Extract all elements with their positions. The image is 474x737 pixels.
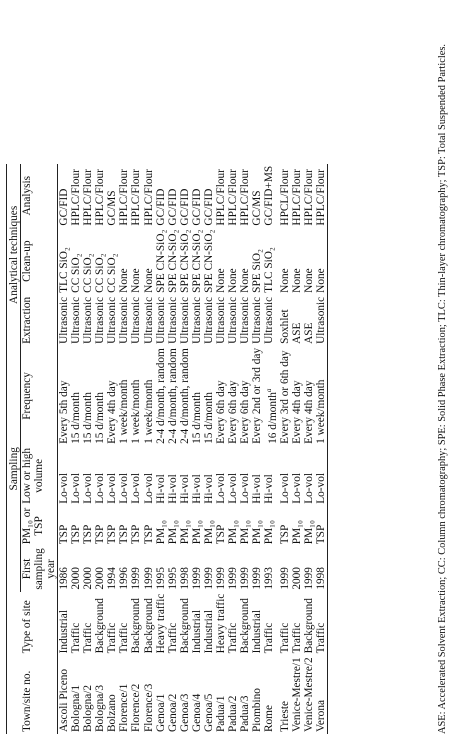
- cell-analysis: GC/FID: [202, 188, 215, 226]
- cell-extraction: Ultrasonic: [106, 296, 119, 344]
- cell-year: 1993: [262, 567, 275, 590]
- cell-volume: Hi-vol: [202, 474, 215, 504]
- cell-volume: Hi-vol: [250, 474, 263, 504]
- cell-volume: Hi-vol: [166, 474, 179, 504]
- cell-extraction: Ultrasonic: [250, 296, 263, 344]
- cell-cleanup: TLC SiO₂: [262, 247, 275, 293]
- cell-site: Genoa/3: [178, 693, 191, 732]
- cell-cleanup: SPE CN-SiO₂: [202, 229, 215, 293]
- table-footnote: ASE: Accelerated Solvent Extraction; CC: Column chromatography; SPE: Solid Phase Extraction; TLC: Thin-layer chromatography; TSP: Total Suspended Particles.: [437, 44, 448, 734]
- cell-pm: TSP: [94, 524, 107, 545]
- cell-site: Piombino: [250, 688, 263, 732]
- cell-frequency: Every 3rd or 6th day: [278, 350, 291, 444]
- cell-cleanup: CC SiO₂: [70, 253, 83, 293]
- cell-analysis: HPLC/Flour: [118, 169, 131, 226]
- cell-analysis: HPLC/Flour: [315, 164, 328, 228]
- cell-pm: TSP: [278, 524, 291, 545]
- cell-volume: Hi-vol: [190, 474, 203, 504]
- table-row: [106, 164, 118, 734]
- cell-volume: Hi-vol: [154, 474, 167, 504]
- cell-pm: PM₁₀: [202, 520, 215, 545]
- cell-pm: TSP: [106, 524, 119, 545]
- cell-site: Padua/1: [214, 695, 227, 732]
- cell-extraction: Ultrasonic: [118, 296, 131, 344]
- cell-frequency: 2-4 d/month, random: [154, 348, 167, 444]
- cell-frequency: 16 d/month$^a$: [264, 388, 279, 444]
- cell-site: Verona: [315, 655, 328, 734]
- table-row: [203, 164, 215, 734]
- cell-cleanup: CC SiO₂: [106, 253, 119, 293]
- cell-extraction: Ultrasonic: [142, 296, 155, 344]
- table-row: [215, 164, 227, 734]
- cell-volume: Lo-vol: [290, 473, 303, 504]
- cell-site: Bologna/3: [94, 684, 107, 732]
- cell-site: Florence/3: [142, 683, 155, 732]
- cell-year: 2000: [82, 567, 95, 590]
- cell-analysis: HPLC/Flour: [94, 169, 107, 226]
- cell-pm: TSP: [130, 524, 143, 545]
- cell-frequency: 1 week/month: [130, 379, 143, 444]
- cell-analysis: GC/FID: [190, 188, 203, 226]
- cell-frequency: Every 6th day: [238, 380, 251, 444]
- cell-type: Traffic: [118, 622, 131, 654]
- table-row: [58, 164, 71, 734]
- cell-site: Genoa/5: [202, 693, 215, 732]
- cell-type: Industrial: [58, 610, 71, 654]
- cell-pm: PM₁₀: [262, 520, 275, 545]
- cell-volume: Lo-vol: [315, 446, 328, 506]
- cell-cleanup: SPE CN-SiO₂: [154, 229, 167, 293]
- cell-site: Trieste: [278, 701, 291, 732]
- col-header-frequency: Frequency: [21, 346, 58, 446]
- cell-extraction: ASE: [290, 322, 303, 344]
- cell-type: Traffic: [278, 622, 291, 654]
- cell-year: 1999: [214, 567, 227, 590]
- cell-cleanup: None: [130, 268, 143, 293]
- cell-frequency: 2-4 d/month, random: [178, 348, 191, 444]
- cell-pm: PM₁₀: [250, 520, 263, 545]
- cell-pm: TSP: [214, 524, 227, 545]
- cell-volume: Lo-vol: [302, 473, 315, 504]
- cell-frequency: Every 4th day: [106, 380, 119, 444]
- cell-cleanup: CC SiO₂: [94, 253, 107, 293]
- cell-volume: Lo-vol: [70, 473, 83, 504]
- cell-frequency: 15 d/month: [202, 392, 215, 444]
- cell-cleanup: SPE SiO₂: [250, 249, 263, 293]
- cell-volume: Lo-vol: [214, 473, 227, 504]
- cell-analysis: GC/FID: [58, 188, 71, 226]
- cell-frequency: 15 d/month: [70, 392, 83, 444]
- cell-year: 1999: [202, 567, 215, 590]
- col-header-site: Town/site no.: [21, 655, 58, 734]
- cell-analysis: HPLC/Flour: [214, 169, 227, 226]
- cell-analysis: HPLC/Flour: [70, 169, 83, 226]
- cell-year: 2000: [70, 567, 83, 590]
- table-row: [191, 164, 203, 734]
- table-row: [70, 164, 82, 734]
- cell-frequency: Every 4th day: [302, 380, 315, 444]
- cell-site: Genoa/1: [154, 693, 167, 732]
- cell-extraction: Ultrasonic: [226, 296, 239, 344]
- col-header-year: First sampling year: [21, 548, 58, 590]
- cell-frequency: 15 d/month: [190, 392, 203, 444]
- cell-analysis: GC/MS: [250, 190, 263, 226]
- cell-type: Background: [302, 598, 315, 654]
- cell-analysis: GC/MS: [106, 190, 119, 226]
- cell-year: 1999: [142, 567, 155, 590]
- cell-type: Traffic: [166, 622, 179, 654]
- cell-pm: PM₁₀: [290, 520, 303, 545]
- cell-pm: TSP: [142, 524, 155, 545]
- cell-site: Venice-Mestre/1: [290, 657, 303, 732]
- cell-year: 1999: [250, 567, 263, 590]
- cell-frequency: 15 d/month: [94, 392, 107, 444]
- cell-frequency: 15 d/month: [82, 392, 95, 444]
- cell-site: Bologna/1: [70, 684, 83, 732]
- cell-year: 1994: [106, 567, 119, 590]
- cell-type: Industrial: [250, 610, 263, 654]
- cell-pm: TSP: [58, 524, 71, 545]
- cell-pm: PM₁₀: [238, 520, 251, 545]
- cell-year: 1999: [278, 567, 291, 590]
- table-row: [130, 164, 142, 734]
- cell-extraction: Ultrasonic: [130, 296, 143, 344]
- cell-year: 1998: [178, 567, 191, 590]
- cell-extraction: Ultrasonic: [70, 296, 83, 344]
- cell-analysis: GC/FID: [154, 188, 167, 226]
- cell-year: 1995: [166, 567, 179, 590]
- cell-cleanup: None: [226, 268, 239, 293]
- cell-type: Industrial: [190, 610, 203, 654]
- cell-volume: Lo-vol: [82, 473, 95, 504]
- cell-volume: Lo-vol: [238, 473, 251, 504]
- cell-site: Florence/2: [130, 683, 143, 732]
- cell-cleanup: SPE CN-SiO₂: [190, 229, 203, 293]
- cell-extraction: Ultrasonic: [202, 296, 215, 344]
- cell-cleanup: None: [142, 268, 155, 293]
- cell-type: Background: [178, 598, 191, 654]
- table-row: [94, 164, 106, 734]
- cell-extraction: Ultrasonic: [214, 296, 227, 344]
- cell-type: Traffic: [290, 622, 303, 654]
- cell-site: Bologna/2: [82, 684, 95, 732]
- cell-cleanup: None: [238, 268, 251, 293]
- cell-cleanup: None: [214, 268, 227, 293]
- cell-year: 1996: [118, 567, 131, 590]
- cell-site: Padua/3: [238, 695, 251, 732]
- cell-frequency: Every 4th day: [290, 380, 303, 444]
- cell-pm: TSP: [70, 524, 83, 545]
- cell-frequency: Every 2nd or 3rd day: [250, 347, 263, 444]
- cell-pm: PM₁₀: [302, 520, 315, 545]
- cell-pm: PM₁₀: [190, 520, 203, 545]
- cell-extraction: Ultrasonic: [154, 296, 167, 344]
- table-row: [118, 164, 130, 734]
- cell-year: 2000: [94, 567, 107, 590]
- cell-cleanup: None: [290, 268, 303, 293]
- cell-year: 1986: [58, 567, 71, 590]
- cell-analysis: GC/FID+MS: [262, 165, 275, 226]
- cell-volume: Lo-vol: [94, 473, 107, 504]
- cell-site: Genoa/2: [166, 693, 179, 732]
- cell-year: 1999: [130, 567, 143, 590]
- cell-type: Traffic: [106, 622, 119, 654]
- cell-pm: TSP: [315, 506, 328, 546]
- cell-type: Traffic: [82, 622, 95, 654]
- cell-analysis: HPLC/Flour: [238, 169, 251, 226]
- cell-type: Background: [94, 598, 107, 654]
- cell-extraction: ASE: [302, 322, 315, 344]
- cell-analysis: HPLC/Flour: [302, 169, 315, 226]
- cell-cleanup: None: [302, 268, 315, 293]
- cell-type: Traffic: [70, 622, 83, 654]
- cell-pm: PM₁₀: [226, 520, 239, 545]
- analytical-group-header: Analytical techniques: [7, 164, 21, 346]
- cell-extraction: Ultrasonic: [82, 296, 95, 344]
- cell-cleanup: None: [118, 268, 131, 293]
- table-row: [179, 164, 191, 734]
- cell-type: Background: [130, 598, 143, 654]
- table-row: [251, 164, 263, 734]
- cell-cleanup: SPE CN-SiO₂: [178, 229, 191, 293]
- cell-type: Background: [238, 598, 251, 654]
- cell-analysis: GC/FID: [166, 188, 179, 226]
- cell-year: 1999: [190, 567, 203, 590]
- sampling-group-header: Sampling: [7, 346, 21, 592]
- table-row: [303, 164, 315, 734]
- cell-frequency: 2-4 d/month, random: [166, 348, 179, 444]
- cell-type: Background: [142, 598, 155, 654]
- col-header-cleanup: Clean-up: [21, 228, 58, 295]
- cell-volume: Lo-vol: [106, 473, 119, 504]
- cell-volume: Lo-vol: [142, 473, 155, 504]
- cell-extraction: Soxhlet: [278, 309, 291, 344]
- cell-extraction: Ultrasonic: [262, 296, 275, 344]
- cell-cleanup: None: [315, 228, 328, 295]
- footnote-marker: a: [264, 388, 273, 393]
- cell-volume: Lo-vol: [130, 473, 143, 504]
- cell-volume: Lo-vol: [58, 473, 71, 504]
- cell-analysis: HPLC/Flour: [130, 169, 143, 226]
- table-row: [82, 164, 94, 734]
- table-row: [315, 164, 328, 734]
- col-header-extraction: Extraction: [21, 295, 58, 346]
- table-row: [239, 164, 251, 734]
- cell-frequency: 1 week/month: [118, 379, 131, 444]
- cell-extraction: Ultrasonic: [178, 296, 191, 344]
- cell-pm: PM₁₀: [154, 520, 167, 545]
- cell-pm: TSP: [118, 524, 131, 545]
- table-row: [291, 164, 303, 734]
- cell-cleanup: CC SiO₂: [82, 253, 95, 293]
- cell-volume: Hi-vol: [262, 474, 275, 504]
- col-header-pm: PM₁₀ or TSP: [21, 506, 58, 546]
- cell-pm: PM₁₀: [178, 520, 191, 545]
- col-header-volume: Low or high volume: [21, 446, 58, 506]
- col-header-type: Type of site: [21, 592, 58, 656]
- table-row: [143, 164, 155, 734]
- cell-analysis: HPLC/Flour: [290, 169, 303, 226]
- cell-site: Genoa/4: [190, 693, 203, 732]
- cell-extraction: Ultrasonic: [94, 296, 107, 344]
- cell-analysis: HPCL/Flour: [278, 169, 291, 226]
- col-header-analysis: Analysis: [21, 164, 58, 228]
- cell-frequency: Every 6th day: [214, 380, 227, 444]
- cell-site: Florence/1: [118, 683, 131, 732]
- cell-type: Traffic: [226, 622, 239, 654]
- cell-site: Venice-Mestre/2: [302, 657, 315, 732]
- cell-frequency: Every 5th day: [58, 380, 71, 444]
- cell-analysis: HPLC/Flour: [226, 169, 239, 226]
- cell-cleanup: TLC SiO₂: [58, 247, 71, 293]
- cell-year: 1999: [238, 567, 251, 590]
- cell-site: Bolzano: [106, 694, 119, 732]
- cell-frequency: 1 week/month: [142, 379, 155, 444]
- cell-extraction: Ultrasonic: [238, 296, 251, 344]
- cell-year: 1999: [226, 567, 239, 590]
- sampling-table: [6, 164, 328, 734]
- cell-site: Rome: [262, 705, 275, 732]
- cell-extraction: Ultrasonic: [314, 296, 327, 344]
- table-row: [227, 164, 239, 734]
- table-row: [167, 164, 179, 734]
- table-row: [155, 164, 167, 734]
- cell-cleanup: None: [278, 268, 291, 293]
- cell-cleanup: SPE CN-SiO₂: [166, 229, 179, 293]
- cell-type: Heavy traffic: [154, 593, 167, 654]
- cell-type: Industrial: [202, 610, 215, 654]
- cell-year: 1998: [315, 546, 328, 591]
- cell-site: Ascoli Piceno: [58, 668, 71, 732]
- cell-type: Traffic: [262, 622, 275, 654]
- cell-pm: TSP: [82, 524, 95, 545]
- cell-volume: Hi-vol: [178, 474, 191, 504]
- cell-frequency: Every 6th day: [226, 380, 239, 444]
- cell-pm: PM₁₀: [166, 520, 179, 545]
- cell-frequency: 1 week/month: [315, 346, 328, 446]
- cell-type: Heavy traffic: [214, 593, 227, 654]
- table-row: [279, 164, 291, 734]
- cell-year: 1995: [154, 567, 167, 590]
- cell-volume: Lo-vol: [226, 473, 239, 504]
- cell-analysis: HPLC/Flour: [142, 169, 155, 226]
- cell-extraction: Ultrasonic: [190, 296, 203, 344]
- cell-year: 1999: [302, 567, 315, 590]
- cell-analysis: HPLC/Flour: [82, 169, 95, 226]
- cell-type: Traffic: [315, 592, 328, 656]
- cell-analysis: GC/FID: [178, 188, 191, 226]
- cell-volume: Lo-vol: [278, 473, 291, 504]
- cell-extraction: Ultrasonic: [58, 296, 71, 344]
- cell-year: 2000: [290, 567, 303, 590]
- table-row: [263, 164, 279, 734]
- cell-extraction: Ultrasonic: [166, 296, 179, 344]
- cell-volume: Lo-vol: [118, 473, 131, 504]
- cell-site: Padua/2: [226, 695, 239, 732]
